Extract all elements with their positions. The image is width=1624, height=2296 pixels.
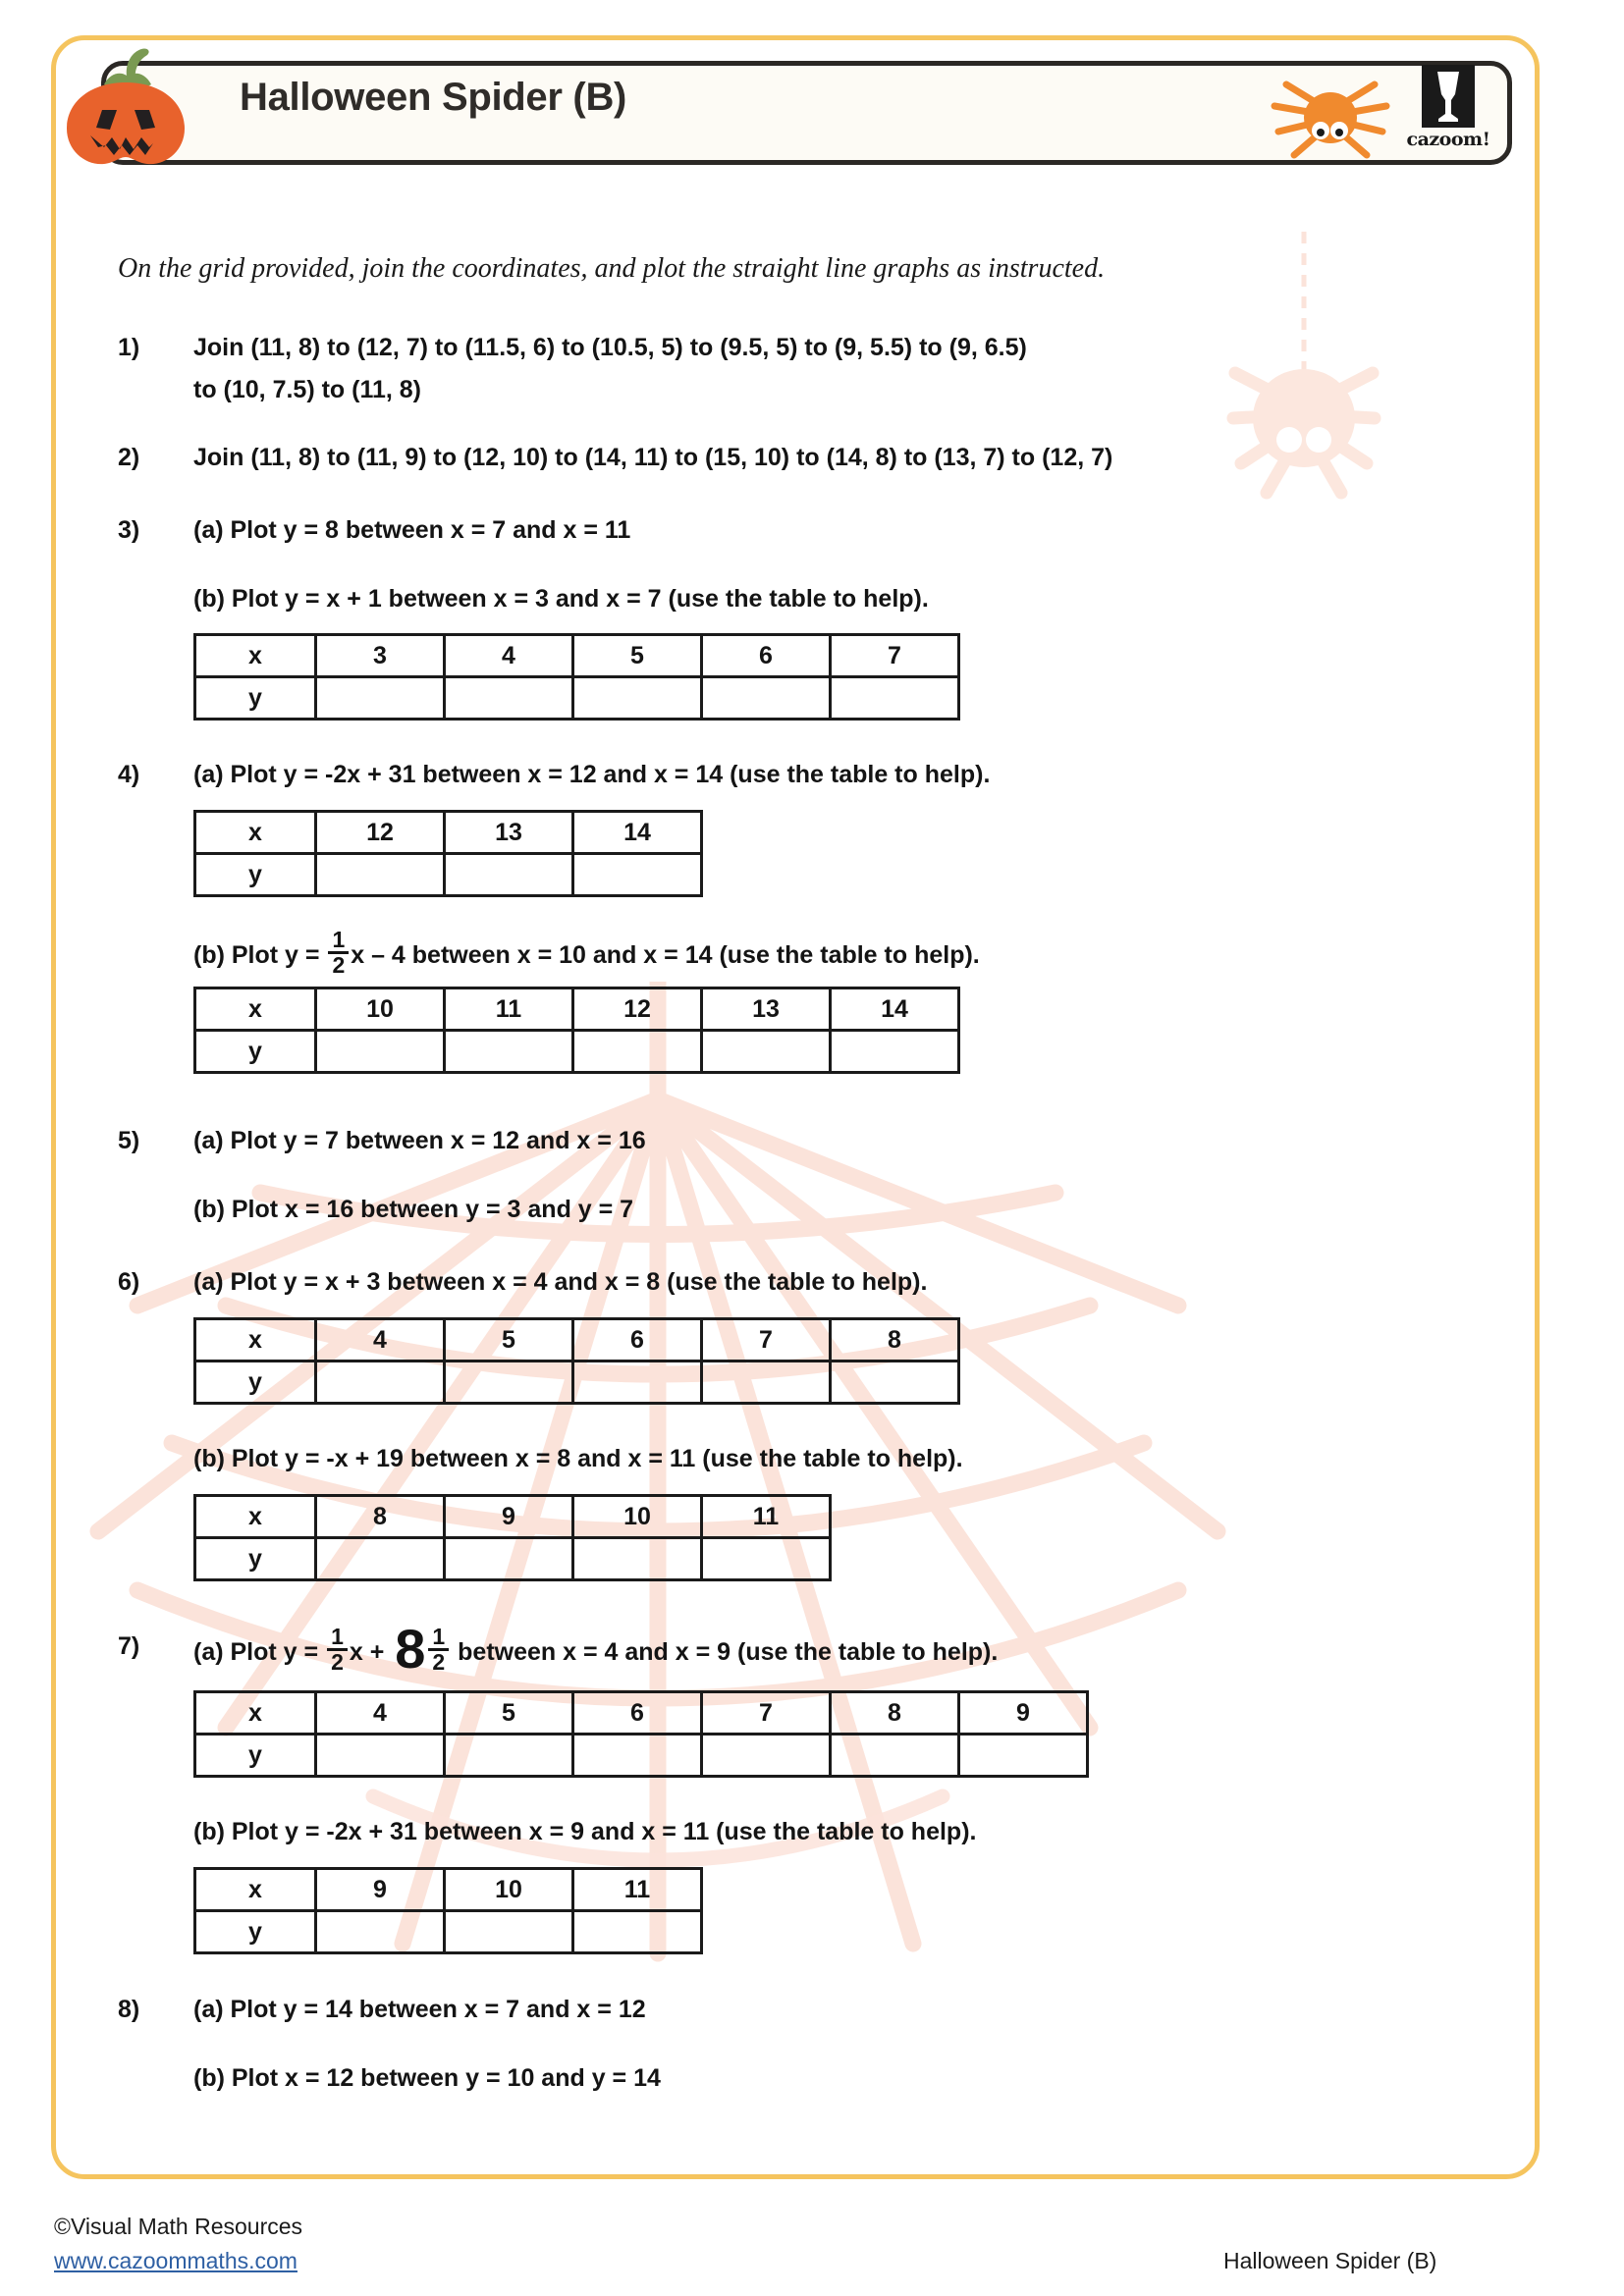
row-label-y: y [195,1735,316,1777]
row-label-x: x [195,812,316,854]
row-label-x: x [195,1319,316,1362]
row-label-x: x [195,635,316,677]
table-row [195,812,702,854]
fraction-denominator: 2 [428,1648,449,1674]
row-label-y: y [195,854,316,896]
footer-website-link[interactable]: www.cazoommaths.com [54,2248,298,2273]
question-6a-table [193,1317,960,1405]
answer-cell[interactable] [573,1911,702,1953]
cell-x-1: 9 [445,1496,573,1538]
answer-cell[interactable] [316,1362,445,1404]
table-row [195,1538,831,1580]
cell-x-3: 11 [702,1496,831,1538]
answer-cell[interactable] [445,854,573,896]
question-1-number: 1) [118,334,140,361]
cazoom-glass-icon [1422,65,1475,128]
whole-number-eight: 8 [395,1618,426,1680]
answer-cell[interactable] [573,854,702,896]
answer-cell[interactable] [959,1735,1088,1777]
question-5-number: 5) [118,1127,140,1154]
answer-cell[interactable] [316,1538,445,1580]
answer-cell[interactable] [831,677,959,720]
cell-x-0: 9 [316,1869,445,1911]
table-row [195,854,702,896]
cell-x-2: 6 [573,1692,702,1735]
row-label-x: x [195,1692,316,1735]
cazoom-logo [1402,65,1494,163]
question-1-line-2: to (10, 7.5) to (11, 8) [193,376,422,403]
answer-cell[interactable] [573,1735,702,1777]
cazoom-wordmark: cazoom! [1406,129,1490,150]
answer-cell[interactable] [702,1362,831,1404]
page-title: Halloween Spider (B) [240,76,627,119]
cell-x-4: 14 [831,988,959,1031]
cell-x-1: 13 [445,812,573,854]
cell-x-2: 5 [573,635,702,677]
answer-cell[interactable] [831,1735,959,1777]
question-4a-table [193,810,703,897]
cell-x-2: 6 [573,1319,702,1362]
footer-sheet-name: Halloween Spider (B) [1223,2248,1437,2273]
row-label-x: x [195,988,316,1031]
question-2-number: 2) [118,444,140,471]
answer-cell[interactable] [445,1911,573,1953]
answer-cell[interactable] [445,1735,573,1777]
question-8-part-a: (a) Plot y = 14 between x = 7 and x = 12 [193,1996,646,2023]
cell-x-1: 5 [445,1692,573,1735]
cell-x-4: 8 [831,1319,959,1362]
table-row [195,635,959,677]
question-6-part-b: (b) Plot y = -x + 19 between x = 8 and x = 11 (use the table to help). [193,1445,963,1472]
half-fraction-constant [428,1626,449,1674]
cell-x-3: 6 [702,635,831,677]
cell-x-3: 7 [702,1319,831,1362]
table-row [195,1319,959,1362]
lead-instruction: On the grid provided, join the coordinates, and plot the straight line graphs as instructed. [118,253,1106,284]
cell-x-0: 8 [316,1496,445,1538]
answer-cell[interactable] [445,677,573,720]
table-row [195,1031,959,1073]
question-4-number: 4) [118,761,140,788]
answer-cell[interactable] [702,1031,831,1073]
cell-x-2: 11 [573,1869,702,1911]
fraction-numerator: 1 [331,1624,344,1650]
question-6-part-a: (a) Plot y = x + 3 between x = 4 and x = 8 (use the table to help). [193,1268,928,1296]
answer-cell[interactable] [316,1031,445,1073]
table-row [195,1869,702,1911]
question-5-part-b: (b) Plot x = 16 between y = 3 and y = 7 [193,1196,634,1223]
answer-cell[interactable] [316,1911,445,1953]
row-label-y: y [195,1031,316,1073]
hanging-spider-watermark [1198,226,1453,520]
question-4-part-b [193,927,980,979]
cell-x-3: 13 [702,988,831,1031]
cell-x-4: 8 [831,1692,959,1735]
spider-icon [1267,71,1394,161]
question-5-part-a: (a) Plot y = 7 between x = 12 and x = 16 [193,1127,646,1154]
answer-cell[interactable] [702,1735,831,1777]
cell-x-0: 4 [316,1319,445,1362]
q4b-suffix: x – 4 between x = 10 and x = 14 (use the table to help). [351,941,980,970]
answer-cell[interactable] [573,1362,702,1404]
fraction-denominator: 2 [328,951,349,977]
row-label-y: y [195,1911,316,1953]
question-7b-table [193,1867,703,1954]
fraction-denominator: 2 [327,1648,348,1674]
answer-cell[interactable] [573,1538,702,1580]
row-label-y: y [195,1362,316,1404]
question-6b-table [193,1494,832,1581]
question-7-part-a [193,1618,999,1680]
row-label-y: y [195,1538,316,1580]
row-label-y: y [195,677,316,720]
question-1-line-1: Join (11, 8) to (12, 7) to (11.5, 6) to (10.5, 5) to (9.5, 5) to (9, 5.5) to (9, 6.5) [193,334,1027,361]
answer-cell[interactable] [573,1031,702,1073]
answer-cell[interactable] [702,1538,831,1580]
table-row [195,1692,1088,1735]
answer-cell[interactable] [316,1735,445,1777]
q7a-mid: x + [349,1638,392,1667]
cell-x-2: 14 [573,812,702,854]
answer-cell[interactable] [831,1362,959,1404]
q7a-prefix: (a) Plot y = [193,1638,326,1667]
question-2-line-1: Join (11, 8) to (11, 9) to (12, 10) to (14, 11) to (15, 10) to (14, 8) to (13, 7) to (12, 7) [193,444,1113,471]
row-label-x: x [195,1869,316,1911]
q7a-suffix: between x = 4 and x = 9 (use the table to help). [451,1638,999,1667]
question-4b-table [193,987,960,1074]
table-row [195,1911,702,1953]
cell-x-1: 4 [445,635,573,677]
cell-x-5: 9 [959,1692,1088,1735]
question-3-part-b: (b) Plot y = x + 1 between x = 3 and x = 7 (use the table to help). [193,585,929,613]
q4b-prefix: (b) Plot y = [193,941,327,970]
cell-x-4: 7 [831,635,959,677]
row-label-x: x [195,1496,316,1538]
question-6-number: 6) [118,1268,140,1296]
fraction-numerator: 1 [432,1624,446,1650]
cell-x-0: 3 [316,635,445,677]
cell-x-2: 12 [573,988,702,1031]
answer-cell[interactable] [316,677,445,720]
cell-x-2: 10 [573,1496,702,1538]
answer-cell[interactable] [445,1538,573,1580]
question-7-part-b: (b) Plot y = -2x + 31 between x = 9 and x = 11 (use the table to help). [193,1818,977,1845]
cell-x-0: 4 [316,1692,445,1735]
table-row [195,677,959,720]
question-3b-table [193,633,960,721]
cell-x-1: 5 [445,1319,573,1362]
half-fraction [328,929,349,977]
cell-x-0: 10 [316,988,445,1031]
question-4-part-a: (a) Plot y = -2x + 31 between x = 12 and x = 14 (use the table to help). [193,761,991,788]
answer-cell[interactable] [445,1362,573,1404]
question-7a-table [193,1690,1089,1778]
table-row [195,1735,1088,1777]
cell-x-1: 11 [445,988,573,1031]
answer-cell[interactable] [702,677,831,720]
answer-cell[interactable] [831,1031,959,1073]
question-3-number: 3) [118,516,140,544]
answer-cell[interactable] [316,854,445,896]
table-row [195,988,959,1031]
pumpkin-icon [61,45,190,166]
fraction-numerator: 1 [332,927,346,952]
question-7-number: 7) [118,1632,140,1660]
answer-cell[interactable] [445,1031,573,1073]
table-row [195,1496,831,1538]
cell-x-0: 12 [316,812,445,854]
footer-copyright: ©Visual Math Resources [54,2214,303,2239]
question-8-number: 8) [118,1996,140,2023]
question-3-part-a: (a) Plot y = 8 between x = 7 and x = 11 [193,516,631,544]
cell-x-1: 10 [445,1869,573,1911]
answer-cell[interactable] [573,677,702,720]
half-fraction-coefficient [327,1626,348,1674]
cell-x-3: 7 [702,1692,831,1735]
question-8-part-b: (b) Plot x = 12 between y = 10 and y = 14 [193,2064,661,2092]
table-row [195,1362,959,1404]
